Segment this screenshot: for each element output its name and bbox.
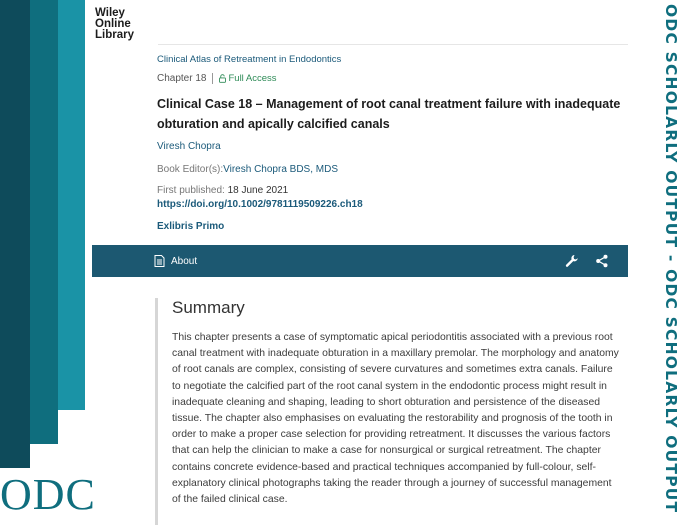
open-lock-icon: [219, 74, 226, 83]
chapter-meta-row: [157, 73, 277, 84]
summary-rule: [155, 298, 158, 525]
book-editors: [157, 164, 338, 175]
wrench-icon[interactable]: [565, 254, 579, 268]
book-breadcrumb-link[interactable]: Clinical Atlas of Retreatment in Endodontics: [157, 54, 342, 65]
full-access-label: Full Access: [228, 73, 277, 84]
author-link[interactable]: Viresh Chopra: [157, 141, 221, 152]
scholarly-output-vertical-text: ODC SCHOLARLY OUTPUT - ODC SCHOLARLY OUTPUT: [662, 4, 680, 514]
chapter-title: Clinical Case 18 – Management of root canal treatment failure with inadequate obturation and apically calcified canals: [157, 97, 621, 131]
tab-about-label: About: [171, 255, 198, 267]
wiley-online-library-logo[interactable]: [95, 8, 155, 41]
odc-bar-mid: [30, 0, 58, 444]
logo-line-1: Wiley: [95, 7, 125, 19]
first-published: [157, 185, 288, 196]
published-date: 18 June 2021: [227, 185, 289, 196]
odc-logo: ODC: [0, 470, 96, 519]
tab-about[interactable]: [154, 245, 197, 277]
logo-line-3: Library: [95, 29, 134, 41]
article-toolbar: [92, 245, 628, 277]
exlibris-primo-link[interactable]: Exlibris Primo: [157, 221, 225, 232]
header-divider: [158, 44, 628, 45]
full-access-badge: [219, 73, 276, 84]
chapter-separator: [212, 73, 213, 84]
share-icon[interactable]: [595, 254, 609, 268]
odc-bar-light: [58, 0, 85, 410]
summary-heading: Summary: [172, 298, 245, 317]
editor-link[interactable]: Viresh Chopra BDS, MDS: [223, 164, 338, 175]
odc-bar-dark: [0, 0, 30, 468]
editors-label: Book Editor(s):: [157, 164, 224, 175]
published-label: First published:: [157, 185, 225, 196]
logo-line-2: Online: [95, 18, 131, 30]
doi-link[interactable]: https://doi.org/10.1002/9781119509226.ch18: [157, 199, 363, 210]
chapter-label: Chapter 18: [157, 73, 207, 84]
document-icon: [154, 255, 165, 267]
summary-text: This chapter presents a case of symptomatic apical periodontitis associated with a previous root canal treatment with inadequate obturation in a maxillary premolar. The morphology and anatomy of root canals are complex, consisting of severe curvatures and sometimes extra canals. Failure to negotiate the calcified part of the root canal system in the endodontic process might result in inadequate cleaning and shaping, leading to short obturation and persistence of the diseased tissue. The chapter also emphasises on evaluating the restorability and prognosis of the tooth in order to make a proper case selection for providing retreatment. It discusses the various factors that can help the clinician to make a case for nonsurgical or surgical retreatment. The chapter contains concrete evidence-based and practical techniques accompanied by full-colour, self-explanatory clinical photographs taking the reader through a journey of successful management of the failed clinical case.: [172, 332, 619, 506]
